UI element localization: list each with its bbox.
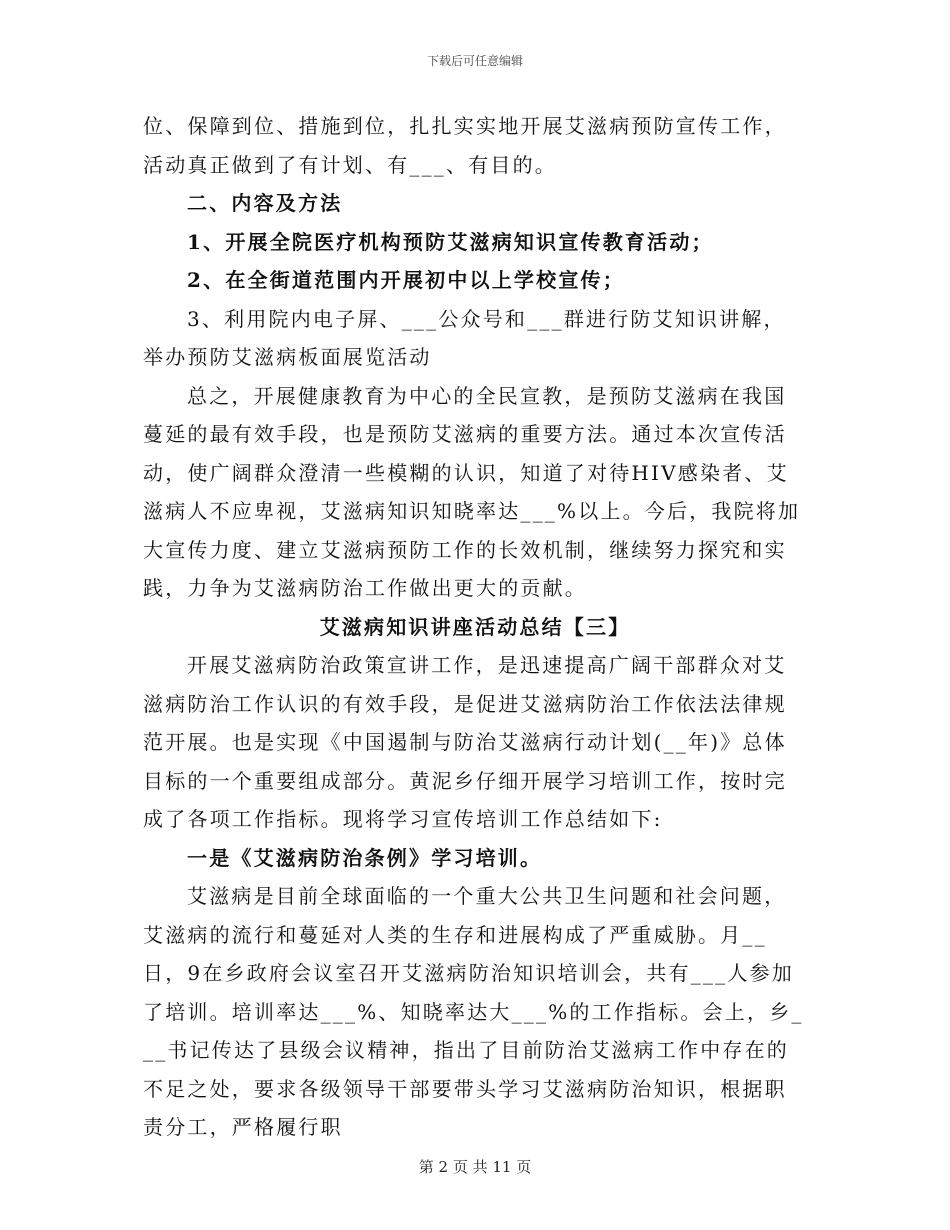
page-number: 第 2 页 共 11 页: [418, 1158, 532, 1176]
page-header-note: 下载后可任意编辑: [426, 54, 523, 68]
paragraph-intro: 开展艾滋病防治政策宣讲工作，是迅速提高广阔干部群众对艾滋病防治工作认识的有效手段，是促进艾滋病防治工作依法法律规范开展。也是实现《中国遏制与防治艾滋病行动计划(__年)》总体目标的一个重要组成部分。黄泥乡仔细开展学习培训工作，按时完成了各项工作指标。现将学习宣传培训工作总结如下:: [143, 653, 787, 831]
list-item-3: 3、利用院内电子屏、___公众号和___群进行防艾知识讲解，举办预防艾滋病板面展览活动: [143, 306, 786, 369]
document-body: [143, 107, 807, 1147]
section-title-three: 艾滋病知识讲座活动总结【三】: [319, 614, 631, 639]
list-item-1: 1、开展全院医疗机构预防艾滋病知识宣传教育活动；: [187, 229, 714, 254]
list-item-2: 2、在全街道范围内开展初中以上学校宣传；: [187, 268, 625, 292]
paragraph-training-details: 艾滋病是目前全球面临的一个重大公共卫生问题和社会问题，艾滋病的流行和蔓延对人类的生存和进展构成了严重威胁。月__日，9在乡政府会议室召开艾滋病防治知识培训会，共有___人参加了培训。培训率达___%、知晓率达大___%的工作指标。会上，乡___书记传达了县级会议精神，指出了目前防治艾滋病工作中存在的不足之处，要求各级领导干部要带头学习艾滋病防治知识，根据职责分工，严格履行职: [143, 884, 804, 1139]
paragraph-continuation: 位、保障到位、措施到位，扎扎实实地开展艾滋病预防宣传工作，活动真正做到了有计划、有___、有目的。: [143, 114, 787, 177]
subheading-regulation-training: 一是《艾滋病防治条例》学习培训。: [187, 845, 543, 870]
paragraph-summary: 总之，开展健康教育为中心的全民宣教，是预防艾滋病在我国蔓延的最有效手段，也是预防艾滋病的重要方法。通过本次宣传活动，使广阔群众澄清一些模糊的认识，知道了对待HIV感染者、艾滋病人不应卑视，艾滋病知识知晓率达___%以上。今后，我院将加大宣传力度、建立艾滋病预防工作的长效机制，继续努力探究和实践，力争为艾滋病防治工作做出更大的贡献。: [143, 383, 801, 600]
section-heading-content-methods: 二、内容及方法: [187, 191, 343, 215]
